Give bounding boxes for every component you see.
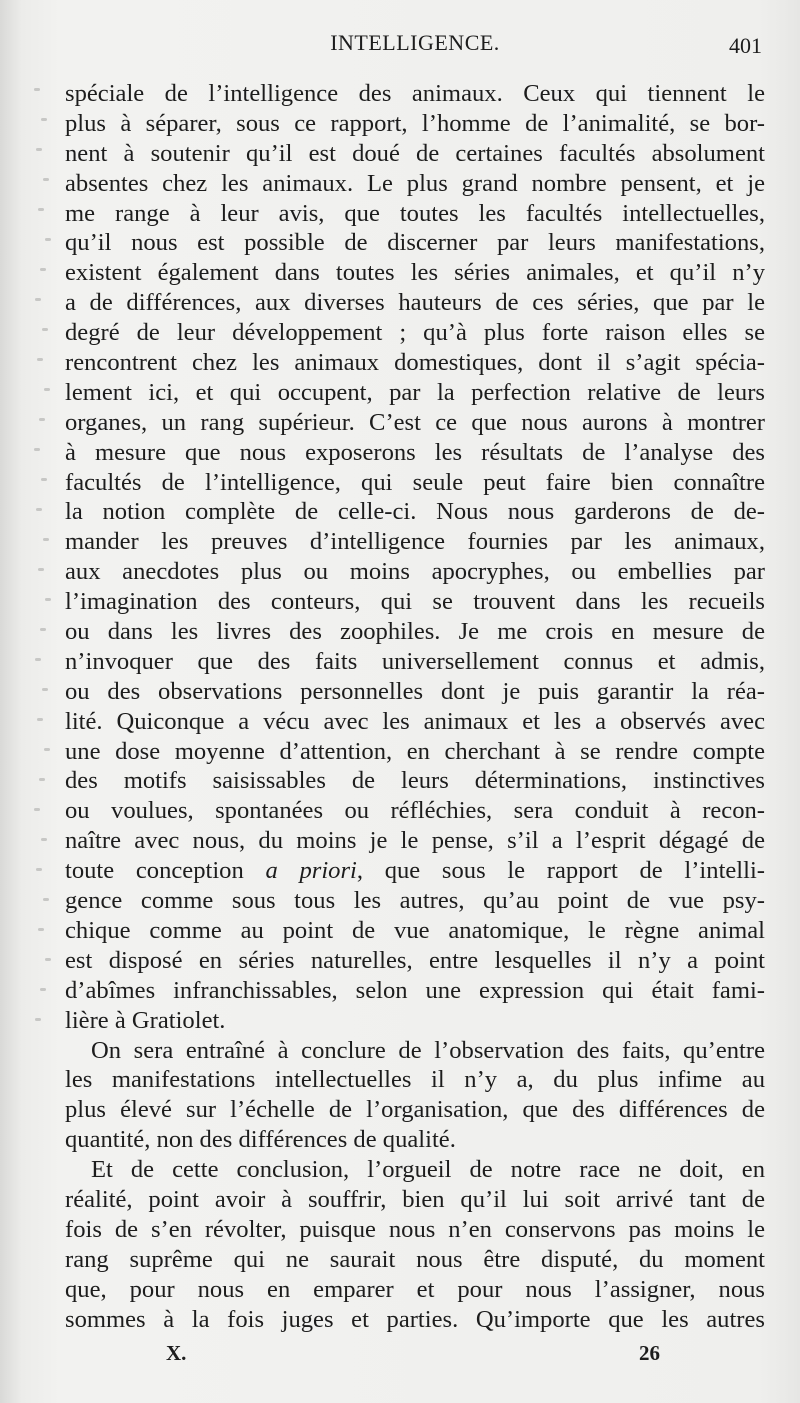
text-line: fois de s’en révolter, puisque nous n’en conservons pas moins le (65, 1215, 765, 1243)
text-line: rencontrent chez les animaux domestiques, dont il s’agit spécia- (65, 349, 765, 377)
text-line: organes, un rang supérieur. C’est ce que nous aurons à montrer (65, 408, 765, 436)
text-line: lière à Gratiolet. (65, 1006, 226, 1034)
text-line: gence comme sous tous les autres, qu’au point de vue psy- (65, 887, 765, 915)
text-line: On sera entraîné à conclure de l’observation des faits, qu’entre (91, 1036, 765, 1064)
text-line: une dose moyenne d’attention, en cherchant à se rendre compte (65, 737, 765, 765)
italic-term: a priori (265, 857, 357, 885)
text-line: me range à leur avis, que toutes les facultés intellectuelles, (65, 199, 765, 227)
margin-speck (45, 238, 51, 241)
margin-speck (41, 838, 47, 841)
margin-speck (42, 688, 48, 691)
body-text (65, 79, 765, 1334)
text-line: degré de leur développement ; qu’à plus forte raison elles se (65, 319, 765, 347)
text-line: réalité, point avoir à souffrir, bien qu’il lui soit arrivé tant de (65, 1185, 765, 1213)
margin-speck (39, 418, 45, 421)
text-line: existent également dans toutes les séries animales, et qu’il n’y (65, 259, 765, 287)
text-line: nent à soutenir qu’il est doué de certaines facultés absolument (65, 139, 765, 167)
margin-speck (34, 808, 40, 811)
margin-speck (45, 598, 51, 601)
text-line: spéciale de l’intelligence des animaux. Ceux qui tiennent le (65, 80, 765, 107)
folio-number: 26 (639, 1341, 660, 1365)
text-line: plus élevé sur l’échelle de l’organisation, que des différences de (65, 1096, 765, 1124)
text-line: la notion complète de celle-ci. Nous nous garderons de de- (65, 498, 765, 526)
text-line: à mesure que nous exposerons les résultats de l’analyse des (65, 438, 765, 466)
margin-speck (39, 778, 45, 781)
margin-speck (40, 268, 46, 271)
margin-speck (44, 748, 50, 751)
text-line: chique comme au point de vue anatomique, le règne animal (65, 916, 765, 944)
text-line: qu’il nous est possible de discerner par leurs manifestations, (65, 229, 765, 257)
margin-speck (37, 358, 43, 361)
margin-speck (42, 328, 48, 331)
text-line: aux anecdotes plus ou moins apocryphes, ou embellies par (65, 558, 765, 586)
text-line: absentes chez les animaux. Le plus grand nombre pensent, et je (65, 169, 765, 197)
text-line: ou des observations personnelles dont je puis garantir la réa- (65, 677, 765, 705)
text-line: des motifs saisissables de leurs déterminations, instinctives (65, 767, 765, 795)
text-line: l’imagination des conteurs, qui se trouvent dans les recueils (65, 588, 765, 616)
margin-bleed-through (34, 80, 58, 1080)
text-line: n’invoquer que des faits universellement connus et admis, (65, 647, 765, 675)
text-line: d’abîmes infranchissables, selon une expression qui était fami- (65, 976, 765, 1004)
signature-mark: X. (166, 1341, 187, 1365)
text-line: rang suprême qui ne saurait nous être disputé, du moment (65, 1245, 765, 1273)
page-number: 401 (729, 33, 762, 58)
text-line: Et de cette conclusion, l’orgueil de notre race ne doit, en (91, 1156, 765, 1184)
margin-speck (38, 208, 44, 211)
margin-speck (38, 928, 44, 931)
margin-speck (35, 1018, 41, 1021)
text-line: naître avec nous, du moins je le pense, s’il a l’esprit dégagé de (65, 827, 765, 855)
text-line: quantité, non des différences de qualité. (65, 1126, 456, 1154)
text-line: plus à séparer, sous ce rapport, l’homme de l’animalité, se bor- (65, 109, 765, 137)
text-line: ou voulues, spontanées ou réfléchies, sera conduit à recon- (65, 797, 765, 825)
text-line: sommes à la fois juges et parties. Qu’importe que les autres (65, 1305, 765, 1333)
margin-speck (43, 898, 49, 901)
margin-speck (36, 508, 42, 511)
margin-speck (40, 988, 46, 991)
text-line: a de différences, aux diverses hauteurs de ces séries, que par le (65, 289, 765, 317)
text-line: mander les preuves d’intelligence fournies par les animaux, (65, 528, 765, 556)
margin-speck (36, 148, 42, 151)
text-line: toute conception a priori, que sous le rapport de l’intelli- (65, 857, 765, 885)
margin-speck (34, 448, 40, 451)
margin-speck (43, 538, 49, 541)
margin-speck (41, 478, 47, 481)
margin-speck (34, 88, 40, 91)
text-line: facultés de l’intelligence, qui seule peut faire bien connaître (65, 468, 765, 496)
text-line: lement ici, et qui occupent, par la perfection relative de leurs (65, 378, 765, 406)
margin-speck (43, 178, 49, 181)
margin-speck (38, 568, 44, 571)
text-line: ou dans les livres des zoophiles. Je me crois en mesure de (65, 618, 765, 646)
text-line: lité. Quiconque a vécu avec les animaux et les a observés avec (65, 707, 765, 735)
margin-speck (36, 868, 42, 871)
margin-speck (44, 388, 50, 391)
margin-speck (37, 718, 43, 721)
page-footer (62, 1341, 768, 1371)
text-line: les manifestations intellectuelles il n’y a, du plus infime au (65, 1066, 765, 1094)
margin-speck (35, 298, 41, 301)
margin-speck (41, 118, 47, 121)
running-title: INTELLIGENCE. (330, 30, 500, 55)
margin-speck (45, 958, 51, 961)
margin-speck (35, 658, 41, 661)
text-line: est disposé en séries naturelles, entre lesquelles il n’y a point (65, 946, 765, 974)
text-line: que, pour nous en emparer et pour nous l’assigner, nous (65, 1275, 765, 1303)
margin-speck (40, 628, 46, 631)
page-header (62, 30, 768, 62)
